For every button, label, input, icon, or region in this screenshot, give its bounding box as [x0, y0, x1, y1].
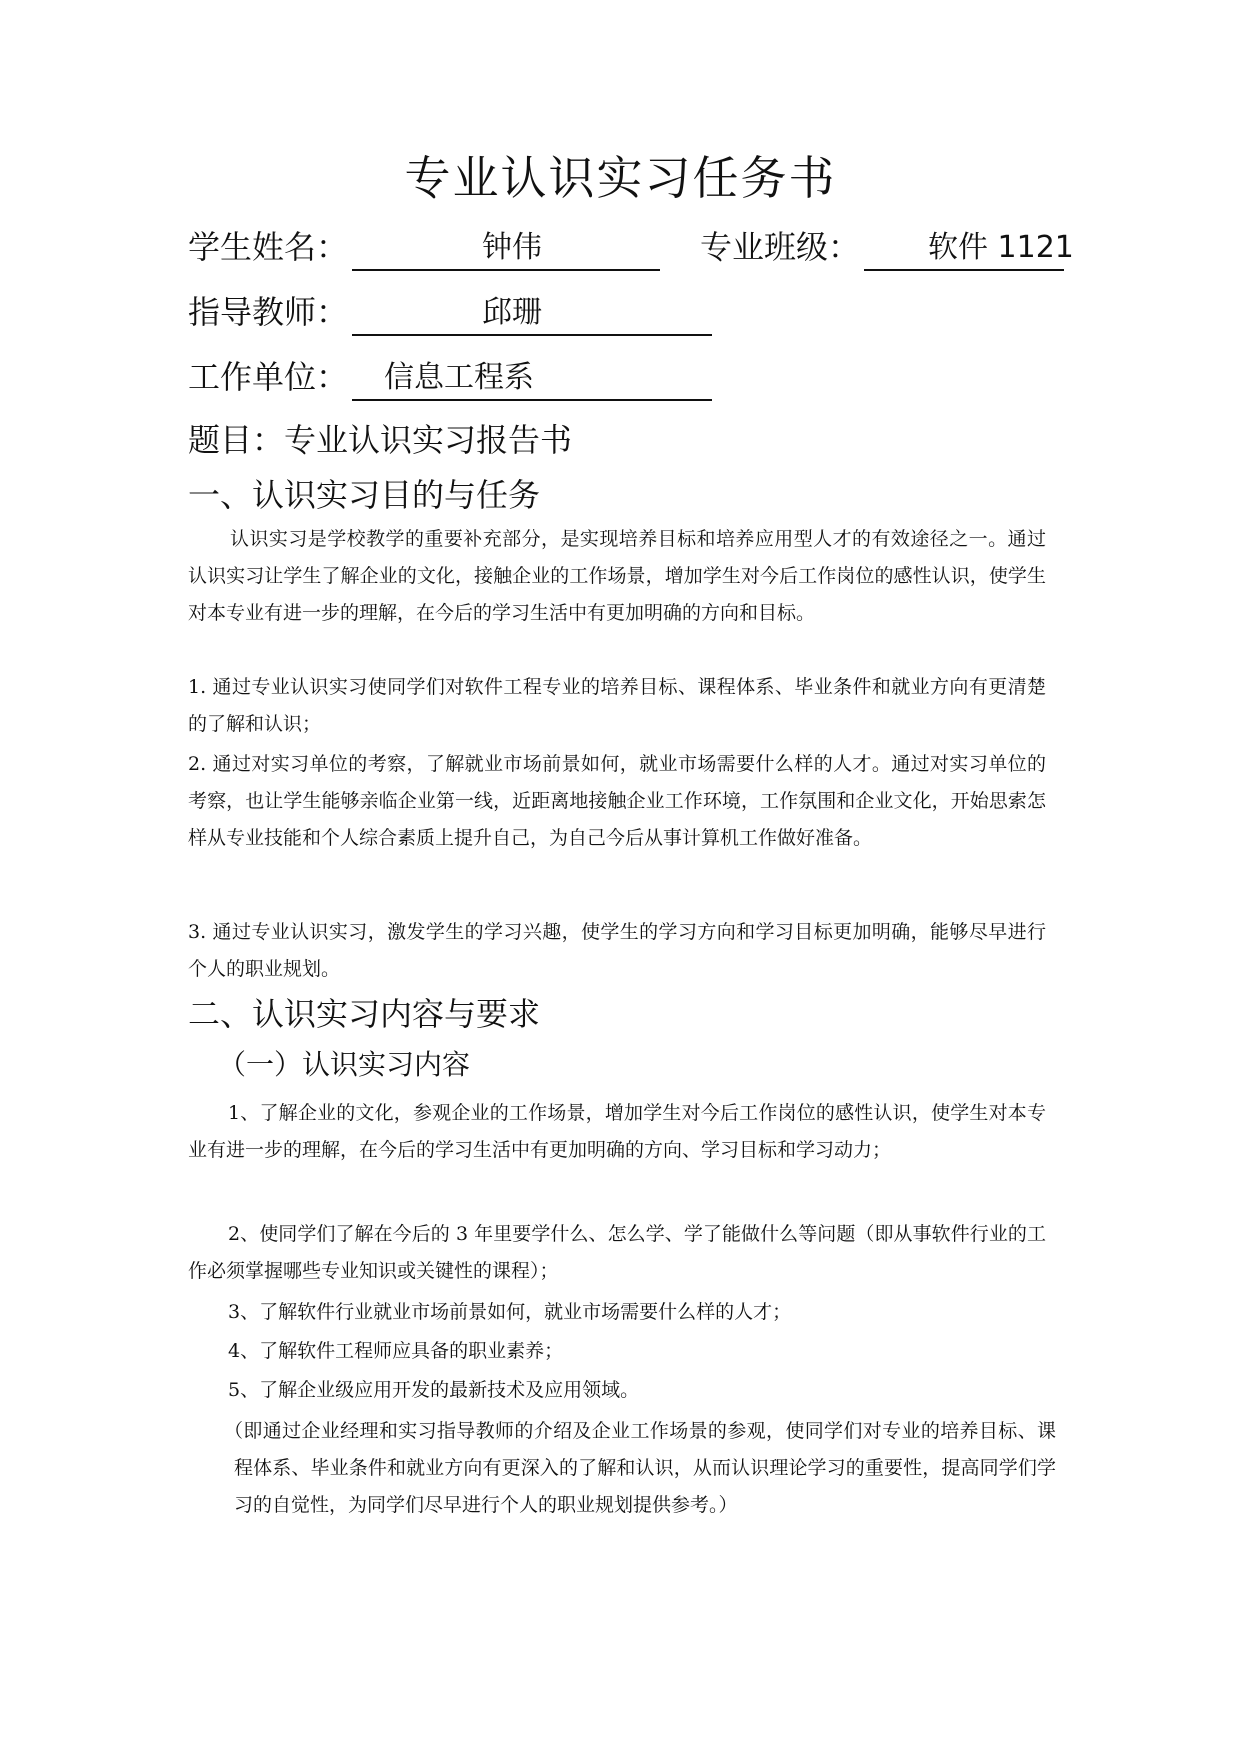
section1-heading: 一、认识实习目的与任务 [188, 476, 541, 514]
section1-item-2: 2. 通过对实习单位的考察，了解就业市场前景如何，就业市场需要什么样的人才。通过对实习单位的考察，也让学生能够亲临企业第一线，近距离地接触企业工作环境，工作氛围和企业文化，开始思索怎样从专业技能和个人综合素质上提升自己，为自己今后从事计算机工作做好准备。 [188, 753, 1046, 849]
section2-note: （即通过企业经理和实习指导教师的介绍及企业工作场景的参观，使同学们对专业的培养目标、课程体系、毕业条件和就业方向有更深入的了解和认识，从而认识理论学习的重要性，提高同学们学习的自觉性，为同学们尽早进行个人的职业规划提供参考。） [224, 1420, 1056, 1516]
student-name-label: 学生姓名： [188, 228, 349, 266]
section1-item-3: 3. 通过专业认识实习，激发学生的学习兴趣，使学生的学习方向和学习目标更加明确，能够尽早进行个人的职业规划。 [188, 921, 1046, 980]
topic-line: 题目：专业认识实习报告书 [188, 421, 573, 459]
section1-item-1: 1. 通过专业认识实习使同学们对软件工程专业的培养目标、课程体系、毕业条件和就业方向有更清楚的了解和认识； [188, 676, 1046, 735]
unit-value: 信息工程系 [384, 360, 534, 395]
section2-item-4: 4、了解软件工程师应具备的职业素养； [228, 1340, 564, 1362]
student-name-value: 钟伟 [482, 230, 542, 265]
class-value: 软件 1121 [928, 230, 1074, 265]
class-field [864, 227, 1074, 271]
teacher-value: 邱珊 [482, 295, 542, 330]
student-name-field [352, 227, 660, 271]
section2-item-2: 2、使同学们了解在今后的 3 年里要学什么、怎么学、学了能做什么等问题（即从事软件行业的工作必须掌握哪些专业知识或关键性的课程）； [188, 1223, 1046, 1282]
class-label: 专业班级： [700, 228, 861, 266]
unit-field [352, 357, 712, 401]
section2-item-5: 5、了解企业级应用开发的最新技术及应用领域。 [228, 1379, 640, 1401]
section2-item-3: 3、了解软件行业就业市场前景如何，就业市场需要什么样的人才； [228, 1301, 792, 1323]
section1-intro: 认识实习是学校教学的重要补充部分，是实现培养目标和培养应用型人才的有效途径之一。通过认识实习让学生了解企业的文化，接触企业的工作场景，增加学生对今后工作岗位的感性认识，使学生对本专业有进一步的理解，在今后的学习生活中有更加明确的方向和目标。 [188, 528, 1046, 624]
unit-label: 工作单位： [188, 358, 349, 396]
section2-heading: 二、认识实习内容与要求 [188, 995, 541, 1033]
section2-subheading: （一）认识实习内容 [218, 1048, 471, 1081]
teacher-field [352, 292, 712, 336]
document-title: 专业认识实习任务书 [404, 151, 837, 205]
teacher-label: 指导教师： [188, 293, 349, 331]
section2-item-1: 1、了解企业的文化，参观企业的工作场景，增加学生对今后工作岗位的感性认识，使学生对本专业有进一步的理解，在今后的学习生活中有更加明确的方向、学习目标和学习动力； [188, 1102, 1046, 1161]
